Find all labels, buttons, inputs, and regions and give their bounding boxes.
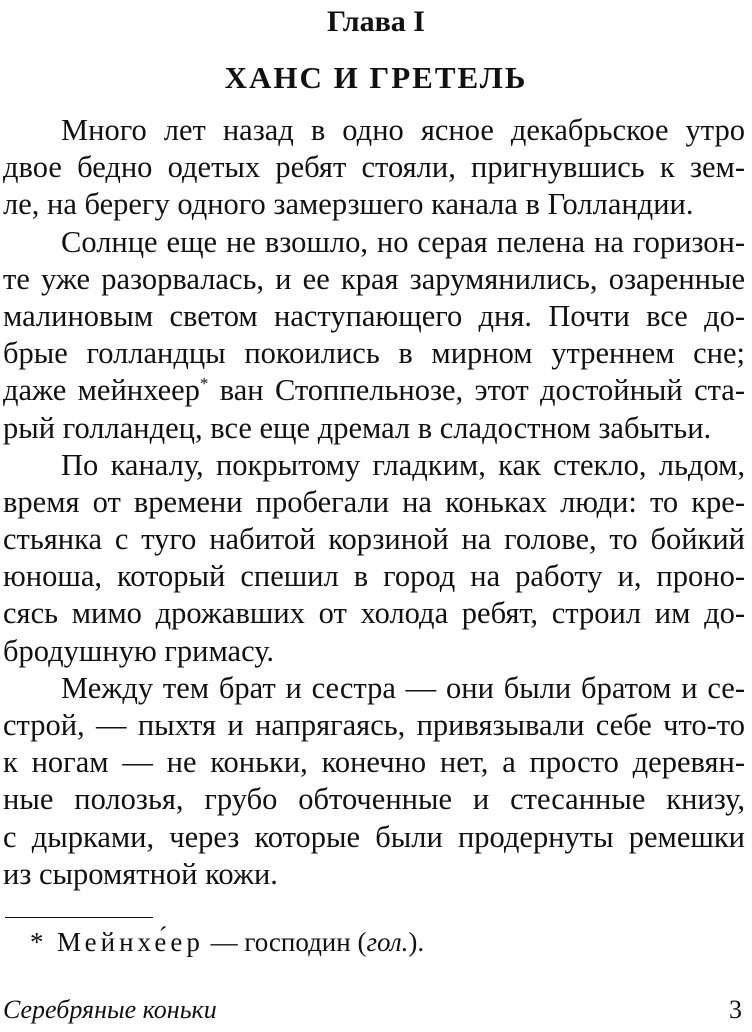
text-line: с дырками, через которые были продернуты ремешки (3, 819, 745, 854)
footnote (30, 924, 424, 960)
page-number: 3 (729, 995, 742, 1024)
running-footer-title: Серебряные коньки (3, 995, 217, 1024)
text-line: Много лет назад в одно ясное декабрьское утро (61, 113, 745, 147)
text-line: малиновым светом наступающего дня. Почти все до- (3, 298, 745, 333)
text-line: те уже разорвалась, и ее края зарумянились, озаренные (3, 261, 745, 296)
chapter-heading: Глава I (327, 5, 425, 38)
text-line: брые голландцы покоились в мирном утреннем сне; (3, 336, 745, 371)
body-text (3, 112, 745, 893)
text-line: юноша, который спешил в город на работу и, проно- (3, 559, 745, 594)
footnote-term: Мейнхе́ер (57, 927, 204, 957)
footnote-marker: * (30, 927, 44, 957)
text-line: к ногам — не коньки, конечно нет, а просто деревян- (3, 745, 745, 780)
text-line: Солнце еще не взошло, но серая пелена на горизон- (61, 224, 745, 259)
footnote-divider (5, 917, 153, 918)
text-fragment: даже мейнхеер (3, 373, 200, 408)
text-line: стьянка с туго набитой корзиной на голове, то бойкий (3, 522, 745, 557)
footnote-end: ). (408, 927, 425, 957)
text-line: строй, — пыхтя и напрягаясь, привязывали себе что-то (3, 708, 745, 742)
text-fragment: ван Стоппельнозе, этот достойный ста- (208, 373, 745, 408)
chapter-title: ХАНС И ГРЕТЕЛЬ (224, 60, 528, 95)
footnote-language: гол. (366, 927, 409, 957)
text-line: время от времени пробегали на коньках люди: то кре- (3, 484, 745, 519)
text-line: рый голландец, все еще дремал в сладостном забытьи. (3, 410, 712, 445)
footnote-definition: — господин ( (203, 927, 367, 957)
text-line: бродушную гримасу. (3, 633, 275, 668)
text-line: По каналу, покрытому гладким, как стекло, льдом, (61, 447, 745, 482)
text-line: сясь мимо дрожавших от холода ребят, строил им до- (3, 596, 745, 631)
text-line: двое бедно одетых ребят стояли, пригнувшись к зем- (3, 150, 745, 185)
text-line: из сыромятной кожи. (3, 856, 278, 891)
text-line: ные полозья, грубо обточенные и стесанные книзу, (3, 782, 745, 817)
text-line: ле, на берегу одного замерзшего канала в Голландии. (3, 187, 694, 222)
text-line: Между тем брат и сестра — они были братом и се- (61, 670, 745, 705)
footnote-ref: * (199, 374, 209, 394)
text-line (3, 372, 745, 409)
